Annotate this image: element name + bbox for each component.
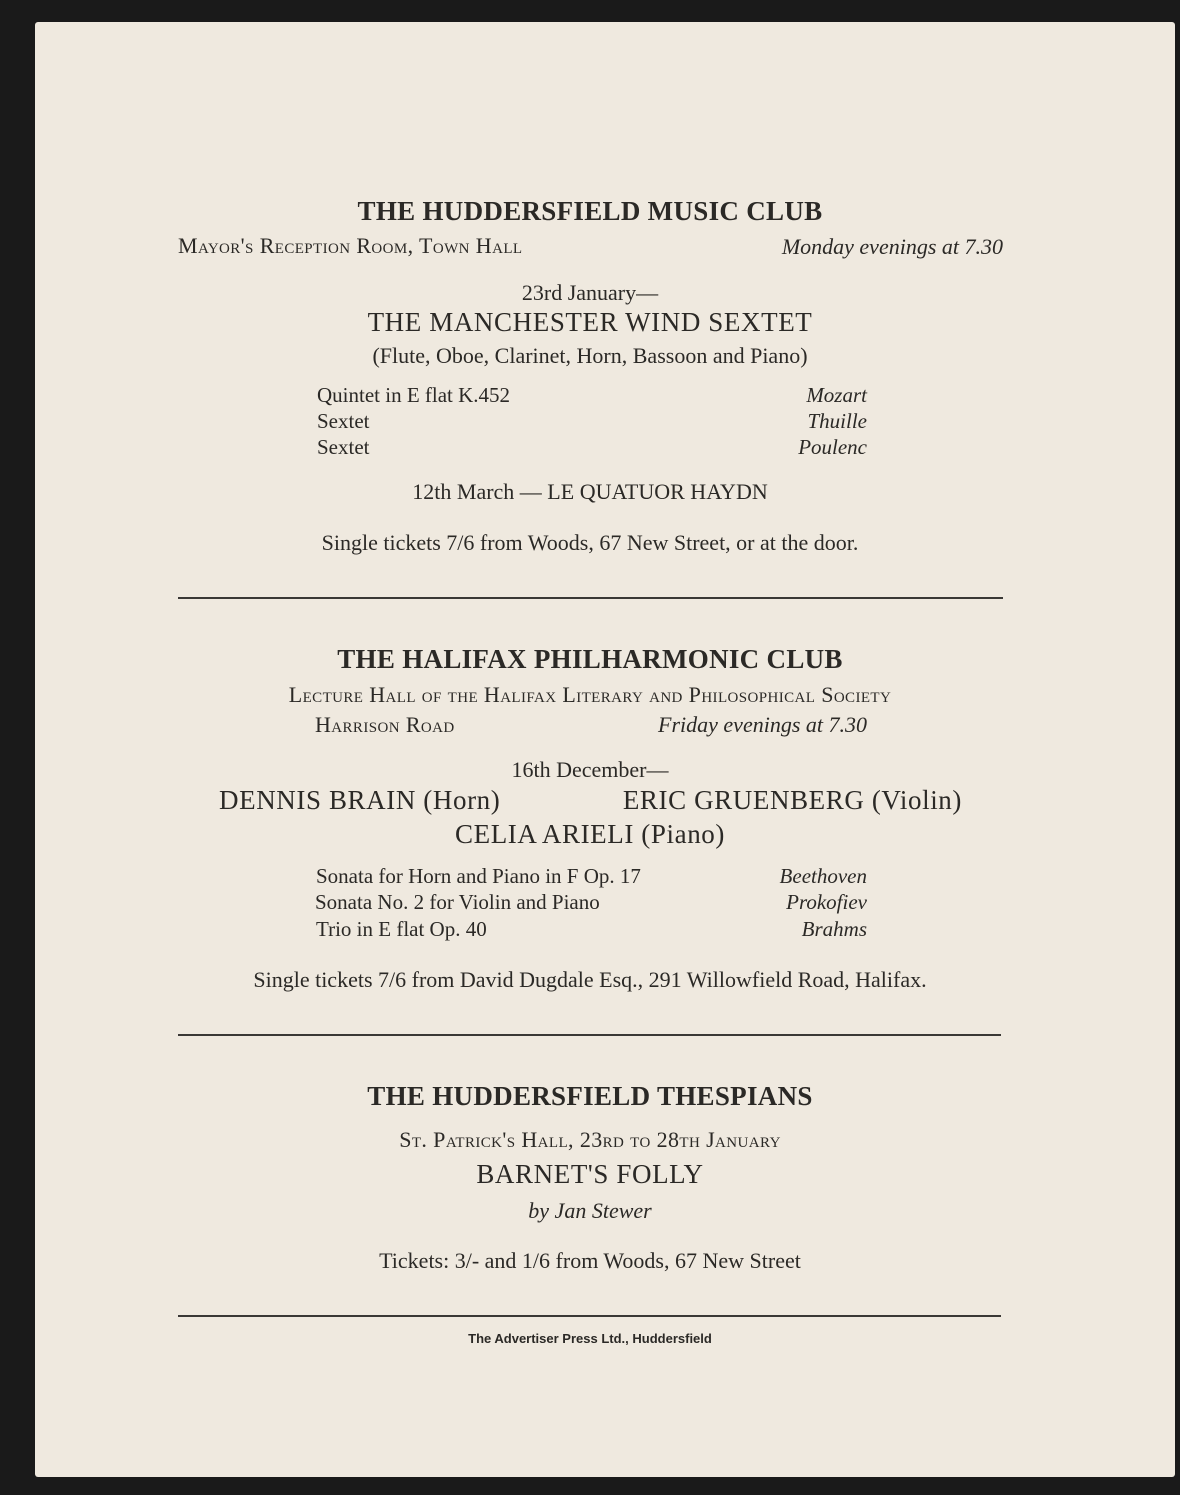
printer-imprint: The Advertiser Press Ltd., Huddersfield [468,1331,712,1346]
music-club-venue: Mayor's Reception Room, Town Hall [178,233,523,258]
philharmonic-club-road: Harrison Road [315,712,455,737]
music-club-instruments: (Flute, Oboe, Clarinet, Horn, Bassoon and Piano) [372,343,808,368]
music-club-schedule: Monday evenings at 7.30 [781,234,1003,259]
thespians-tickets: Tickets: 3/- and 1/6 from Woods, 67 New Street [379,1248,801,1273]
performer-eric-gruenberg: ERIC GRUENBERG (Violin) [622,785,962,815]
philharmonic-club-date: 16th December— [511,757,669,782]
programme-work: Sextet [317,409,370,433]
thespians-play-title: BARNET'S FOLLY [476,1159,704,1189]
section-divider [178,1315,1001,1317]
philharmonic-club-venue: Lecture Hall of the Halifax Literary and Philosophical Society [288,682,892,707]
music-club-date: 23rd January— [521,280,659,305]
philharmonic-club-title: THE HALIFAX PHILHARMONIC CLUB [337,644,843,674]
programme-work: Trio in E flat Op. 40 [316,917,487,941]
music-club-title: THE HUDDERSFIELD MUSIC CLUB [357,196,823,226]
programme-work: Sextet [317,435,370,459]
programme-work: Quintet in E flat K.452 [317,383,511,407]
programme-composer: Thuille [807,409,867,433]
performer-dennis-brain: DENNIS BRAIN (Horn) [219,785,501,815]
music-club-tickets: Single tickets 7/6 from Woods, 67 New Street, or at the door. [321,530,859,555]
philharmonic-club-schedule: Friday evenings at 7.30 [658,712,867,737]
programme-composer: Beethoven [779,864,867,888]
thespians-venue: St. Patrick's Hall, 23rd to 28th January [399,1127,781,1152]
programme-composer: Mozart [806,383,867,407]
programme-composer: Poulenc [798,435,867,459]
music-club-performer: THE MANCHESTER WIND SEXTET [367,307,813,337]
programme-work: Sonata No. 2 for Violin and Piano [315,890,600,914]
philharmonic-club-tickets: Single tickets 7/6 from David Dugdale Esq., 291 Willowfield Road, Halifax. [253,967,927,992]
programme-composer: Prokofiev [786,890,867,914]
section-divider [178,1034,1001,1036]
thespians-play-author: by Jan Stewer [528,1198,652,1223]
programme-composer: Brahms [801,917,867,941]
performer-celia-arieli: CELIA ARIELI (Piano) [455,819,725,849]
thespians-title: THE HUDDERSFIELD THESPIANS [367,1081,813,1111]
programme-work: Sonata for Horn and Piano in F Op. 17 [316,864,641,888]
section-divider [178,597,1003,599]
music-club-next-concert: 12th March — LE QUATUOR HAYDN [412,479,768,504]
